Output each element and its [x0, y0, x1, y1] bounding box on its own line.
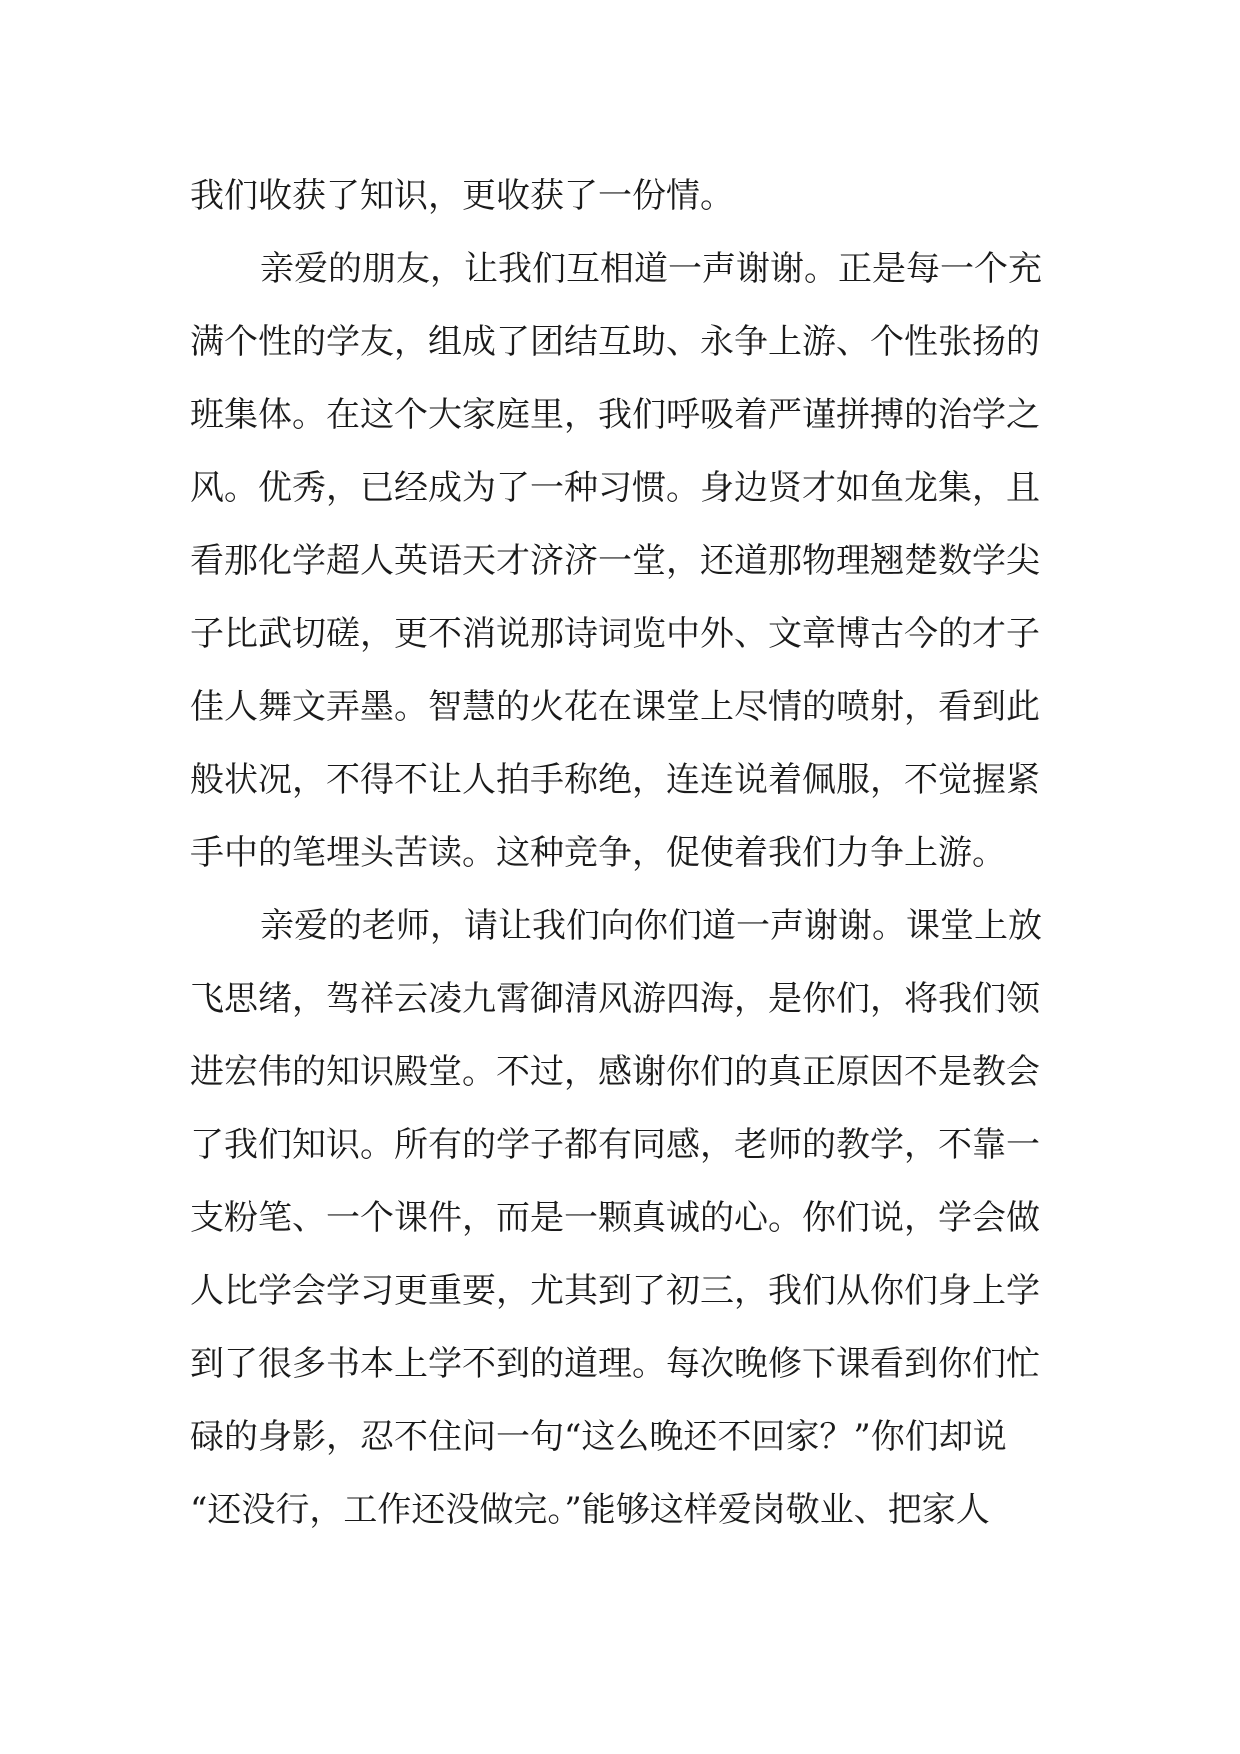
text-line: 满个性的学友，组成了团结互助、永争上游、个性张扬的	[190, 322, 1040, 362]
paragraph-first-line: 亲爱的朋友，让我们互相道一声谢谢。正是每一个充	[260, 249, 1042, 289]
text-line: 般状况，不得不让人拍手称绝，连连说着佩服，不觉握紧	[190, 760, 1040, 800]
text-line: “还没行，工作还没做完。”能够这样爱岗敬业、把家人	[190, 1490, 990, 1530]
text-line: 进宏伟的知识殿堂。不过，感谢你们的真正原因不是教会	[190, 1052, 1040, 1092]
body-text	[190, 160, 1070, 1547]
text-line: 我们收获了知识，更收获了一份情。	[190, 176, 734, 216]
text-line: 子比武切磋，更不消说那诗词览中外、文章博古今的才子	[190, 614, 1040, 654]
text-line: 人比学会学习更重要，尤其到了初三，我们从你们身上学	[190, 1271, 1040, 1311]
text-line: 支粉笔、一个课件，而是一颗真诚的心。你们说，学会做	[190, 1198, 1040, 1238]
text-line: 看那化学超人英语天才济济一堂，还道那物理翘楚数学尖	[190, 541, 1040, 581]
text-line: 风。优秀，已经成为了一种习惯。身边贤才如鱼龙集，且	[190, 468, 1040, 508]
text-line: 班集体。在这个大家庭里，我们呼吸着严谨拼搏的治学之	[190, 395, 1040, 435]
text-line: 碌的身影，忍不住问一句“这么晚还不回家？”你们却说	[190, 1417, 1007, 1457]
text-line: 飞思绪，驾祥云凌九霄御清风游四海，是你们，将我们领	[190, 979, 1040, 1019]
text-line: 佳人舞文弄墨。智慧的火花在课堂上尽情的喷射，看到此	[190, 687, 1040, 727]
text-line: 了我们知识。所有的学子都有同感，老师的教学，不靠一	[190, 1125, 1040, 1165]
text-line: 手中的笔埋头苦读。这种竞争，促使着我们力争上游。	[190, 833, 1006, 873]
text-line: 到了很多书本上学不到的道理。每次晚修下课看到你们忙	[190, 1344, 1040, 1384]
paragraph-first-line: 亲爱的老师，请让我们向你们道一声谢谢。课堂上放	[260, 906, 1042, 946]
